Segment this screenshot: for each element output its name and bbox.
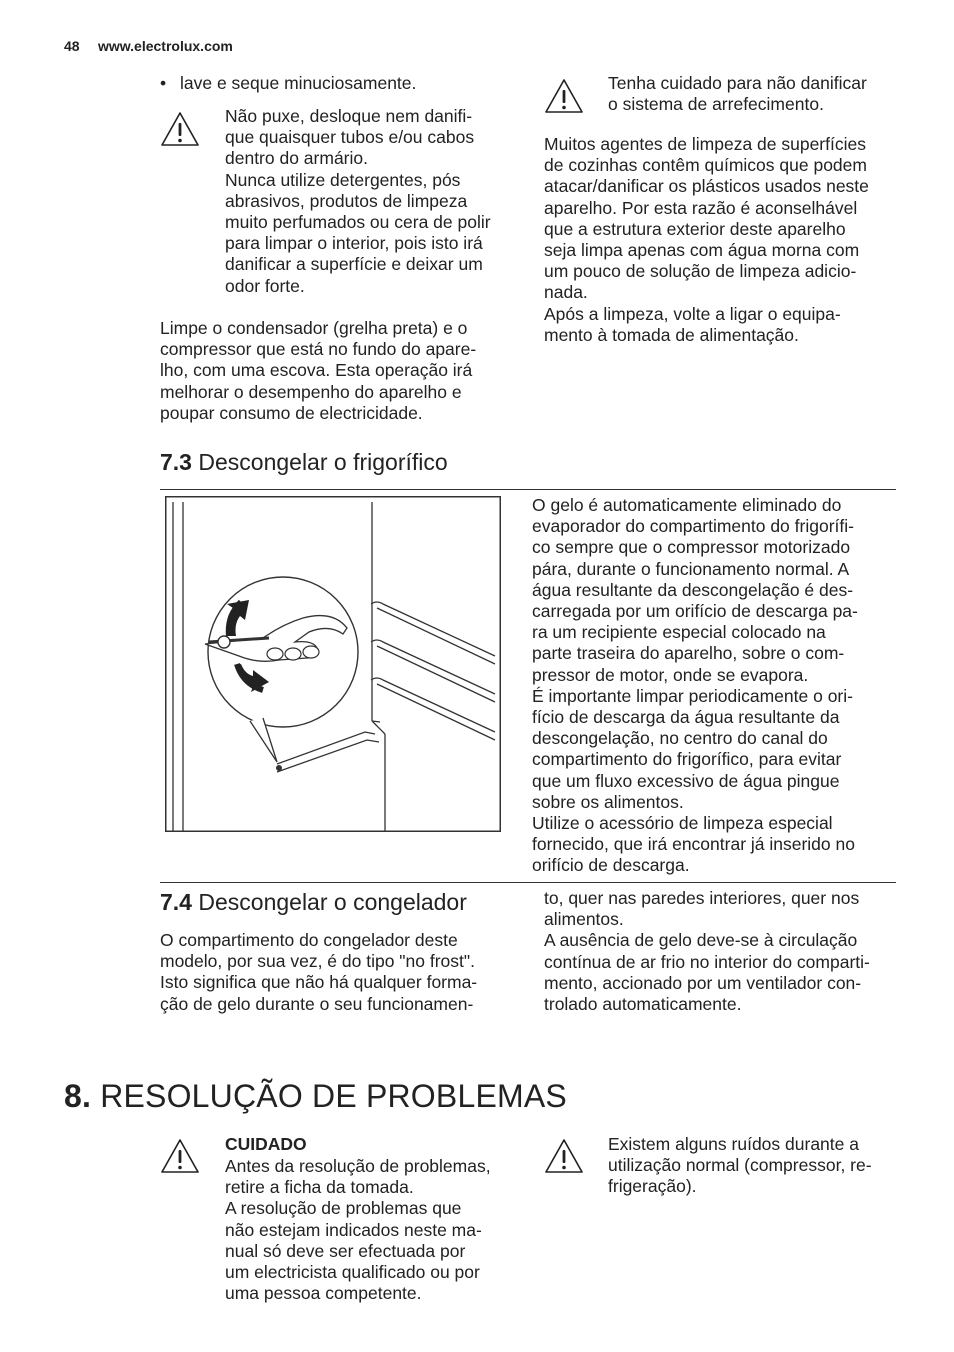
section-divider [160,489,896,490]
page-number: 48 [64,38,80,54]
warning-triangle-icon [544,1138,584,1174]
section-7-4-text-left: O compartimento do congelador deste modelo, por sua vez, é do tipo "no frost". Isto significa que não há qualquer forma- ção de gelo durante o seu funcionamen- [160,930,478,1014]
section-divider [160,882,896,883]
warning-text-interior: Não puxe, desloque nem danifi- que quaisquer tubos e/ou cabos dentro do armário. Nunca utilize detergentes, pós abrasivos, produtos de limpeza muito perfumados ou cera de polir para limpar o interior, pois isto irá danificar a superfície e deixar um odor forte. [225,106,491,296]
header-url: www.electrolux.com [98,38,233,54]
warning-triangle-icon [160,1138,200,1174]
bullet-text: lave e seque minuciosamente. [180,73,417,93]
section-7-3-text: O gelo é automaticamente eliminado do evaporador do compartimento do frigorífi- co sempre que o compressor motorizado pára, durante o funcionamento normal. A água resultante da descongelação é des- carregada por um orifício de descarga pa- ra um recipiente especial colocado na parte traseira do aparelho, sobre o com- pressor de motor, onde se evapora. É importante limpar periodicamente o ori- fício de descarga da água resultante da descongelação, no centro do canal do compartimento do frigorífico, para evitar que um fluxo excessivo de água pingue sobre os alimentos. Utilize o acessório de limpeza especial fornecido, que irá encontrar já inserido no orifício de descarga. [532,495,858,876]
condenser-paragraph: Limpe o condensador (grelha preta) e o compressor que está no fundo do apare- lho, com uma escova. Esta operação irá melhorar o desempenho do aparelho e poupar consumo de electricidade. [160,318,477,423]
warning-triangle-icon [160,111,200,147]
defrost-drain-illustration [165,496,501,832]
caution-text: Antes da resolução de problemas, retire a ficha da tomada. A resolução de problemas que não estejam indicados neste ma- nual só deve ser efectuada por um electricista qualificado ou por uma pessoa competente. [225,1156,491,1304]
chapter-8-title [64,1077,567,1115]
section-7-4-title [160,888,467,916]
caution-label: CUIDADO [225,1134,307,1154]
bullet-dot: • [160,73,167,93]
section-7-4-label: Descongelar o congelador [198,889,467,915]
warning-text-cooling: Tenha cuidado para não danificar o sistema de arrefecimento. [608,73,867,115]
section-7-3-title [160,448,448,476]
section-7-4-number: 7.4 [160,889,192,915]
section-7-3-number: 7.3 [160,449,192,475]
chapter-8-number: 8. [64,1078,92,1114]
section-7-3-label: Descongelar o frigorífico [198,449,448,475]
cleaning-agents-paragraph: Muitos agentes de limpeza de superfícies de cozinhas contêm químicos que podem atacar/danificar os plásticos usados neste aparelho. Por esta razão é aconselhável que a estrutura exterior deste aparelho seja limpa apenas com água morna com um pouco de solução de limpeza adicio- nada. Após a limpeza, volte a ligar o equipa- mento à tomada de alimentação. [544,134,869,345]
noise-note-text: Existem alguns ruídos durante a utilização normal (compressor, re- frigeração). [608,1134,872,1197]
warning-triangle-icon [544,78,584,114]
chapter-8-label: RESOLUÇÃO DE PROBLEMAS [100,1078,567,1114]
section-7-4-text-right: to, quer nas paredes interiores, quer nos alimentos. A ausência de gelo deve-se à circulação contínua de ar frio no interior do comparti- mento, accionado por um ventilador con- trolado automaticamente. [544,888,870,1015]
